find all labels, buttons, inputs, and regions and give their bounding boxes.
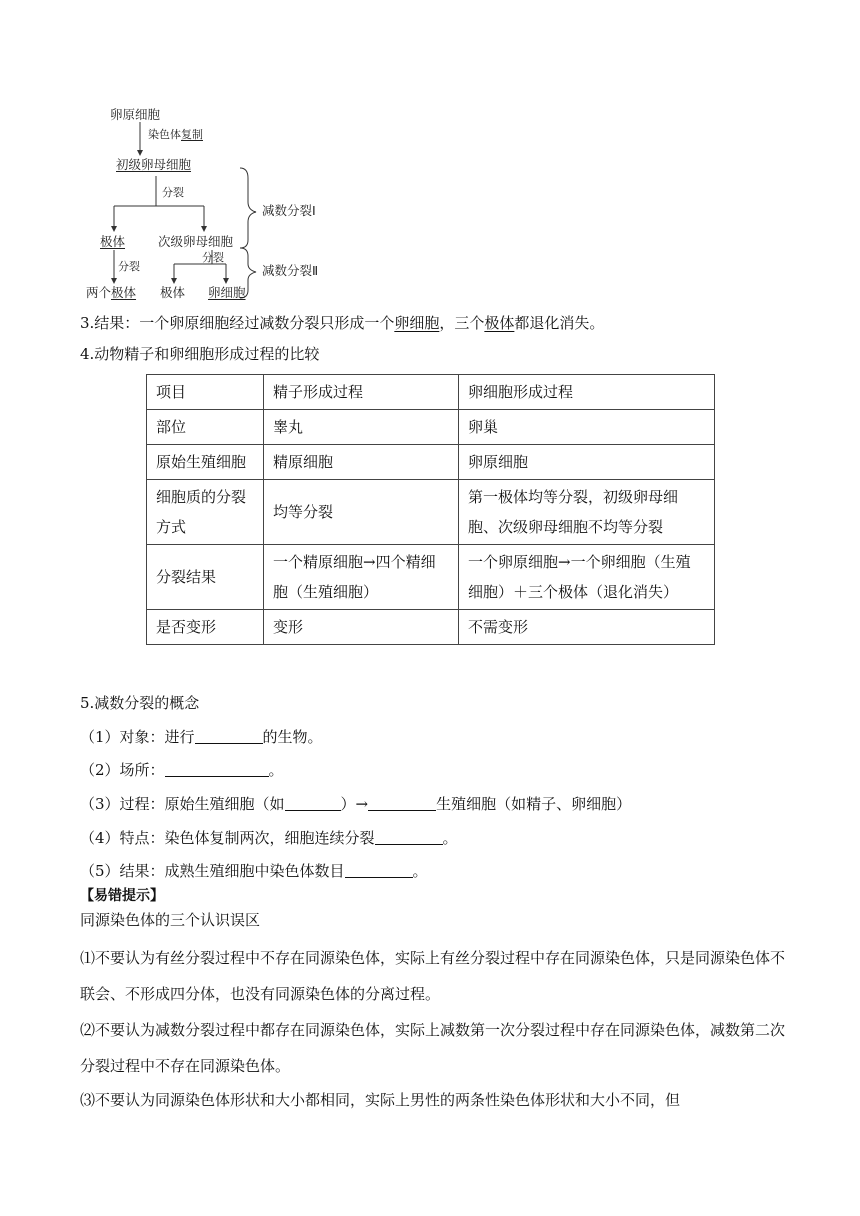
- replication-underlined: 复制: [181, 128, 203, 141]
- table-row: [147, 610, 715, 645]
- tip-paragraph-2: ⑵不要认为减数分裂过程中都存在同源染色体，实际上减数第一次分裂过程中存在同源染色体，减数第二次分裂过程中不存在同源染色体。: [80, 1021, 786, 1075]
- answer-blank[interactable]: [375, 828, 443, 845]
- table-header-cell: 项目: [147, 375, 264, 410]
- oogenesis-diagram: [80, 98, 370, 308]
- table-cell: 分裂结果: [147, 545, 264, 610]
- item3-suffix: 都退化消失。: [514, 314, 605, 332]
- result-polar-body-label: 极体: [160, 285, 186, 300]
- table-cell: 均等分裂: [264, 480, 459, 545]
- table-header-row: [147, 375, 715, 410]
- primary-oocyte-label: 初级卵母细胞: [116, 157, 192, 172]
- table-cell: 睾丸: [264, 410, 459, 445]
- item5-l4-post: 。: [442, 829, 458, 847]
- item3-middle: ，三个: [439, 314, 485, 332]
- tips-subtitle: 同源染色体的三个认识误区: [80, 911, 261, 929]
- item3-result: [80, 313, 604, 333]
- tip-paragraph-1: ⑴不要认为有丝分裂过程中不存在同源染色体，实际上有丝分裂过程中存在同源染色体，只是同源染色体不联会、不形成四分体，也没有同源染色体的分离过程。: [80, 949, 786, 1003]
- table-row: [147, 445, 715, 480]
- comparison-table: [146, 374, 715, 645]
- two-polar-bodies-label: [86, 286, 136, 300]
- item5-l4-pre: （4）特点：染色体复制两次，细胞连续分裂: [80, 829, 375, 847]
- item5-l3-pre: （3）过程：原始生殖细胞（如: [80, 795, 285, 813]
- tips-heading: 【易错提示】: [80, 888, 164, 904]
- item5-l3-mid: ）→: [340, 795, 369, 813]
- item3-egg: 卵细胞: [394, 314, 440, 332]
- item5-l2-post: 。: [268, 761, 284, 779]
- item3-polar: 极体: [484, 314, 515, 332]
- division-label-left: 分裂: [118, 260, 140, 273]
- meiosis-2-label: 减数分裂Ⅱ: [262, 263, 319, 278]
- item5-l1-pre: （1）对象：进行: [80, 728, 195, 746]
- meiosis-1-label: 减数分裂Ⅰ: [262, 203, 316, 218]
- item5-l5-pre: （5）结果：成熟生殖细胞中染色体数目: [80, 862, 345, 880]
- table-cell: 变形: [264, 610, 459, 645]
- table-row: [147, 410, 715, 445]
- item5-line2: [80, 760, 284, 780]
- division-label-1: 分裂: [162, 186, 184, 199]
- replication-label: [148, 128, 203, 142]
- tip-paragraph-3: ⑶不要认为同源染色体形状和大小都相同，实际上男性的两条性染色体形状和大小不同，但: [80, 1091, 681, 1109]
- table-cell: 第一极体均等分裂，初级卵母细胞、次级卵母细胞不均等分裂: [459, 480, 715, 545]
- item5-title: 5.减数分裂的概念: [80, 694, 200, 712]
- table-cell: 原始生殖细胞: [147, 445, 264, 480]
- diagram-lines: [80, 98, 370, 308]
- table-cell: 一个卵原细胞→一个卵细胞（生殖细胞）＋三个极体（退化消失）: [459, 545, 715, 610]
- table-cell: 部位: [147, 410, 264, 445]
- answer-blank[interactable]: [368, 794, 436, 811]
- table-row: [147, 480, 715, 545]
- table-cell: 是否变形: [147, 610, 264, 645]
- table-header-cell: 精子形成过程: [264, 375, 459, 410]
- oogonium-label: 卵原细胞: [110, 107, 161, 122]
- answer-blank[interactable]: [345, 861, 413, 878]
- item5-line3: [80, 794, 631, 814]
- item5-l3-post: 生殖细胞（如精子、卵细胞）: [436, 795, 632, 813]
- egg-cell-label: 卵细胞: [208, 285, 246, 300]
- item4-title: 4.动物精子和卵细胞形成过程的比较: [80, 345, 320, 363]
- item5-line1: [80, 727, 323, 747]
- item5-line5: [80, 861, 428, 881]
- table-row: [147, 545, 715, 610]
- item5-line4: [80, 828, 458, 848]
- item5-l2-pre: （2）场所：: [80, 761, 165, 779]
- division-label-right: 分裂: [202, 251, 224, 264]
- replication-prefix: 染色体: [148, 128, 181, 141]
- two-polar-underlined: 极体: [111, 285, 137, 300]
- item5-l5-post: 。: [412, 862, 428, 880]
- table-cell: 卵原细胞: [459, 445, 715, 480]
- two-polar-prefix: 两个: [86, 285, 112, 300]
- item5-l1-post: 的生物。: [262, 728, 323, 746]
- table-cell: 卵巢: [459, 410, 715, 445]
- item3-prefix: 3.结果：一个卵原细胞经过减数分裂只形成一个: [80, 314, 395, 332]
- table-cell: 一个精原细胞→四个精细胞（生殖细胞）: [264, 545, 459, 610]
- table-cell: 精原细胞: [264, 445, 459, 480]
- secondary-oocyte-label: 次级卵母细胞: [158, 234, 234, 249]
- table-cell: 细胞质的分裂方式: [147, 480, 264, 545]
- answer-blank[interactable]: [195, 727, 263, 744]
- answer-blank[interactable]: [285, 794, 341, 811]
- table-cell: 不需变形: [459, 610, 715, 645]
- polar-body-label: 极体: [100, 234, 126, 249]
- table-header-cell: 卵细胞形成过程: [459, 375, 715, 410]
- answer-blank[interactable]: [165, 760, 269, 777]
